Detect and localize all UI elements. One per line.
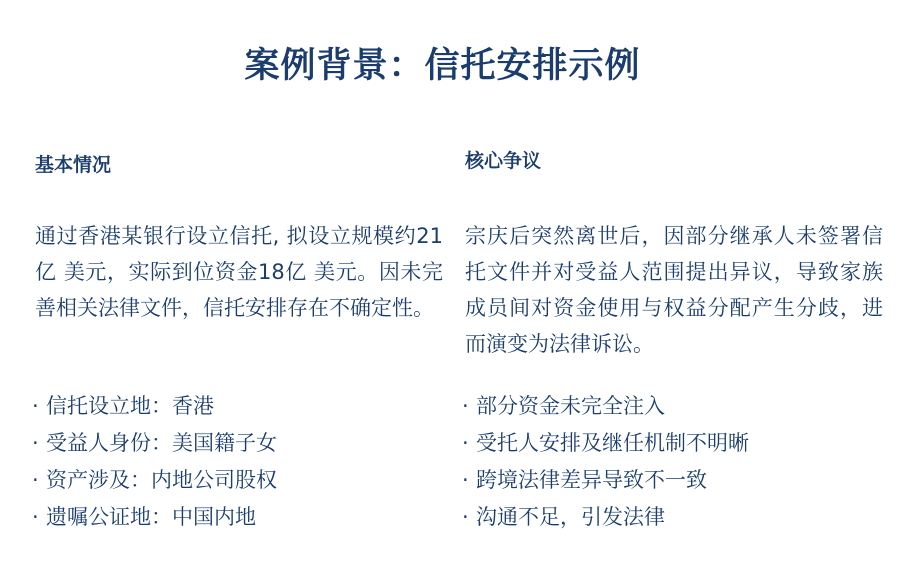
bullet-marker: ·	[32, 468, 39, 492]
bullet-text: 受托人安排及继任机制不明晰	[476, 431, 749, 455]
basic-situation-paragraph: 通过香港某银行设立信托, 拟设立规模约21亿 美元，实际到位资金18亿 美元。因未完善相关法律文件，信托安排存在不确定性。	[35, 224, 443, 320]
bullet-text: 资产涉及：内地公司股权	[46, 468, 277, 492]
bullet-marker: ·	[462, 505, 469, 529]
bullet-item	[462, 425, 749, 462]
bullet-item	[32, 425, 277, 462]
core-dispute-heading: 核心争议	[465, 150, 542, 172]
bullet-text: 部分资金未完全注入	[476, 394, 665, 418]
core-dispute-paragraph: 宗庆后突然离世后，因部分继承人未签署信托文件并对受益人范围提出异议，导致家族成员间对资金使用与权益分配产生分歧，进而演变为法律诉讼。	[465, 224, 883, 356]
bullet-item	[32, 462, 277, 499]
bullet-text: 跨境法律差异导致不一致	[476, 468, 707, 492]
basic-situation-heading: 基本情况	[35, 154, 112, 176]
basic-situation-bullet-list	[32, 388, 277, 536]
bullet-text: 受益人身份：美国籍子女	[46, 431, 277, 455]
page-title: 案例背景：信托安排示例	[244, 46, 641, 86]
bullet-item	[32, 388, 277, 425]
bullet-text: 沟通不足，引发法律	[476, 505, 665, 529]
bullet-text: 信托设立地：香港	[46, 394, 214, 418]
bullet-item	[462, 388, 749, 425]
bullet-item	[462, 499, 749, 536]
core-dispute-bullet-list	[462, 388, 749, 536]
bullet-marker: ·	[32, 394, 39, 418]
bullet-marker: ·	[32, 505, 39, 529]
bullet-marker: ·	[462, 431, 469, 455]
bullet-marker: ·	[462, 394, 469, 418]
bullet-marker: ·	[32, 431, 39, 455]
bullet-marker: ·	[462, 468, 469, 492]
bullet-item	[462, 462, 749, 499]
bullet-item	[32, 499, 277, 536]
bullet-text: 遗嘱公证地：中国内地	[46, 505, 256, 529]
